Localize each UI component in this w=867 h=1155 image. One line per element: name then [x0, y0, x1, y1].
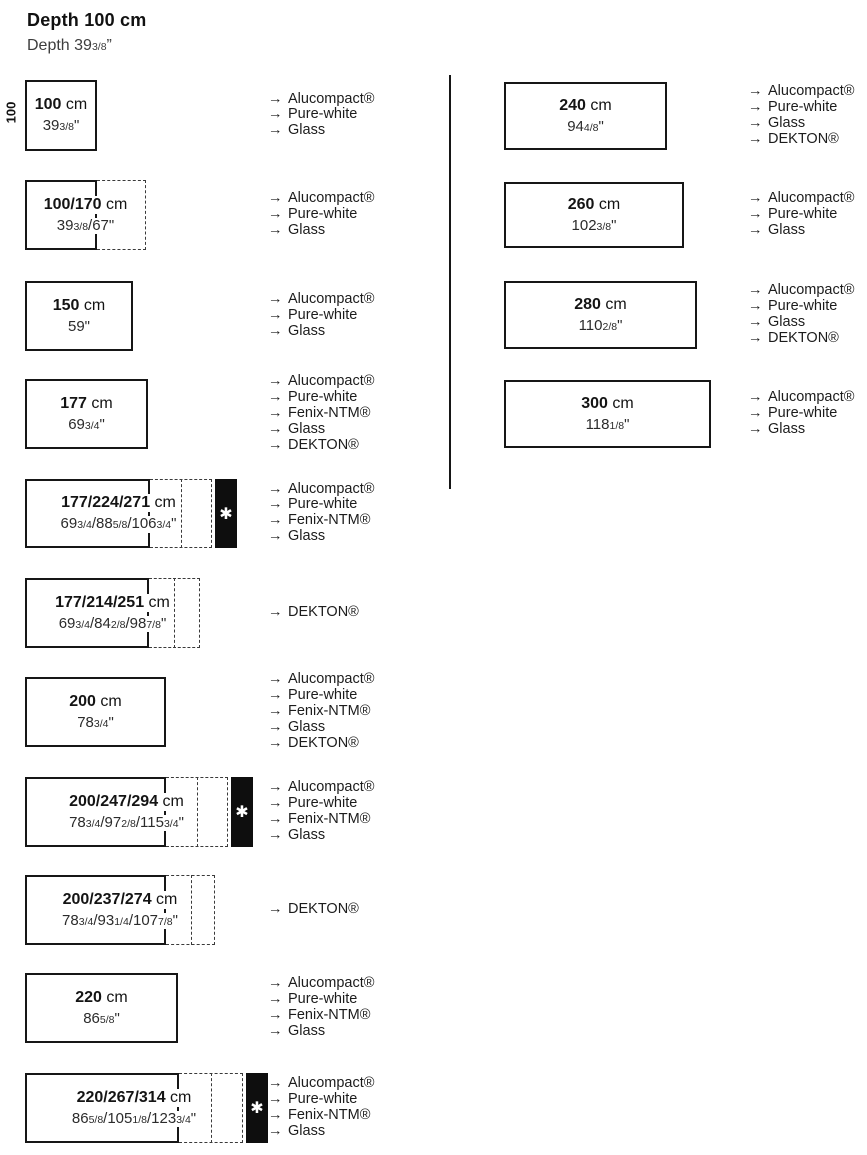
- arrow-icon: →: [268, 1107, 283, 1123]
- size-box-100: [25, 80, 97, 151]
- arrow-icon: →: [748, 329, 763, 346]
- material-item: [268, 207, 374, 223]
- material-label: Fenix-NTM®: [288, 1107, 371, 1123]
- size-cm-label: 100/170 cm: [41, 196, 131, 214]
- materials-list: [748, 84, 854, 148]
- arrow-icon: →: [268, 811, 283, 827]
- materials-list: [268, 191, 374, 239]
- material-item: [748, 100, 854, 116]
- arrow-icon: →: [268, 190, 283, 207]
- material-label: Pure-white: [768, 99, 838, 116]
- arrow-icon: →: [748, 221, 763, 238]
- arrow-icon: →: [268, 221, 283, 238]
- material-item: [748, 299, 854, 315]
- material-item: [268, 191, 374, 207]
- arrow-icon: →: [748, 190, 763, 207]
- material-label: Alucompact®: [768, 190, 855, 207]
- arrow-icon: →: [268, 106, 283, 123]
- material-item: [268, 324, 374, 340]
- material-label: Glass: [768, 314, 806, 330]
- material-label: Pure-white: [288, 307, 358, 324]
- material-item: [268, 688, 374, 704]
- size-label: [25, 875, 215, 945]
- materials-list: [268, 1076, 374, 1140]
- size-cm-label: 200 cm: [66, 693, 124, 711]
- size-label: [25, 578, 200, 648]
- arrow-icon: →: [268, 1007, 283, 1023]
- depth-side-label: 100: [3, 101, 19, 124]
- materials-list: [748, 283, 854, 347]
- materials-list: [748, 390, 854, 438]
- size-box-177: [25, 379, 148, 449]
- arrow-icon: →: [268, 779, 283, 796]
- size-inch-label: 693/4/842/8/987/8": [56, 616, 170, 633]
- material-label: DEKTON®: [288, 734, 359, 751]
- size-inch-label: 783/4/931/4/1077/8": [59, 913, 181, 930]
- material-item: [268, 123, 374, 139]
- arrow-icon: →: [268, 496, 283, 513]
- arrow-icon: →: [268, 734, 283, 751]
- size-label: [25, 281, 133, 351]
- material-item: [268, 482, 374, 498]
- material-label: Alucompact®: [288, 480, 375, 497]
- size-label: [25, 973, 178, 1043]
- materials-list: [268, 780, 374, 844]
- size-inch-label: 783/4": [74, 715, 117, 732]
- material-label: Alucompact®: [288, 190, 375, 207]
- material-item: [748, 84, 854, 100]
- material-label: Fenix-NTM®: [288, 811, 371, 827]
- material-label: Pure-white: [288, 206, 358, 223]
- arrow-icon: →: [268, 1022, 283, 1039]
- size-box-260: [504, 182, 684, 248]
- page-subtitle-inches: Depth 393/8”: [27, 37, 112, 54]
- material-item: [268, 1008, 374, 1024]
- size-label: [25, 1073, 243, 1143]
- arrow-icon: →: [268, 389, 283, 406]
- size-cm-label: 100 cm: [32, 96, 90, 114]
- arrow-icon: →: [268, 1075, 283, 1092]
- material-label: Pure-white: [768, 206, 838, 223]
- size-cm-label: 177 cm: [57, 395, 115, 413]
- arrow-icon: →: [268, 975, 283, 992]
- arrow-icon: →: [268, 373, 283, 390]
- page-title: Depth 100 cm: [27, 10, 147, 30]
- material-item: [268, 498, 374, 514]
- material-item: [268, 92, 374, 108]
- material-item: [268, 976, 374, 992]
- arrow-icon: →: [748, 130, 763, 147]
- size-cm-label: 150 cm: [50, 297, 108, 315]
- material-label: Glass: [288, 826, 326, 843]
- material-item: [748, 132, 854, 148]
- size-box-220: [25, 973, 178, 1043]
- size-inch-label: 865/8/1051/8/1233/4": [69, 1111, 199, 1128]
- size-box-300: [504, 380, 711, 448]
- size-cm-label: 300 cm: [578, 395, 636, 413]
- size-label: [25, 677, 166, 747]
- star-marker: [231, 777, 253, 847]
- size-cm-label: 220/267/314 cm: [74, 1089, 195, 1107]
- material-label: Glass: [288, 1022, 326, 1039]
- material-label: Glass: [768, 115, 806, 131]
- material-item: [268, 1108, 374, 1124]
- material-item: [748, 207, 854, 223]
- materials-list: [268, 482, 374, 546]
- material-label: Glass: [288, 718, 326, 735]
- arrow-icon: →: [268, 90, 283, 107]
- material-label: DEKTON®: [768, 130, 839, 147]
- arrow-icon: →: [748, 314, 763, 330]
- arrow-icon: →: [268, 604, 283, 621]
- material-item: [268, 992, 374, 1008]
- material-item: [748, 116, 854, 132]
- material-label: Alucompact®: [768, 83, 855, 100]
- material-label: Pure-white: [288, 795, 358, 812]
- material-item: [748, 315, 854, 331]
- material-label: Pure-white: [288, 991, 358, 1008]
- arrow-icon: →: [748, 115, 763, 131]
- arrow-icon: →: [268, 703, 283, 720]
- size-box-177-214-251: [25, 578, 200, 648]
- arrow-icon: →: [268, 322, 283, 339]
- size-cm-label: 177/214/251 cm: [52, 594, 173, 612]
- size-box-100-170: [25, 180, 146, 250]
- arrow-icon: →: [268, 826, 283, 843]
- size-inch-label: 1023/8": [569, 218, 620, 235]
- material-label: Alucompact®: [288, 90, 375, 107]
- star-icon: ✱: [235, 804, 249, 821]
- size-inch-label: 693/4/885/8/1063/4": [58, 516, 180, 533]
- size-inch-label: 393/8/67": [54, 218, 117, 235]
- size-cm-label: 280 cm: [571, 296, 629, 314]
- materials-list: [268, 292, 374, 340]
- material-label: DEKTON®: [288, 436, 359, 453]
- material-item: [268, 1092, 374, 1108]
- material-item: [268, 605, 359, 621]
- material-label: Glass: [288, 528, 326, 545]
- materials-list: [268, 605, 359, 621]
- material-label: Glass: [768, 221, 806, 238]
- size-inch-label: 944/8": [564, 119, 607, 136]
- material-item: [748, 422, 854, 438]
- size-box-240: [504, 82, 667, 150]
- arrow-icon: →: [748, 420, 763, 437]
- material-item: [268, 374, 374, 390]
- material-item: [268, 406, 374, 422]
- material-item: [748, 390, 854, 406]
- arrow-icon: →: [268, 405, 283, 422]
- arrow-icon: →: [268, 206, 283, 223]
- material-label: Glass: [288, 322, 326, 339]
- size-inch-label: 59": [65, 319, 93, 336]
- material-item: [268, 736, 374, 752]
- material-label: Pure-white: [288, 106, 358, 123]
- star-icon: ✱: [219, 505, 233, 523]
- material-item: [268, 812, 374, 828]
- material-item: [268, 902, 359, 918]
- material-label: Alucompact®: [768, 389, 855, 406]
- material-item: [268, 514, 374, 530]
- size-inch-label: 393/8": [40, 118, 83, 135]
- arrow-icon: →: [748, 282, 763, 299]
- material-label: DEKTON®: [288, 901, 359, 918]
- size-label: [504, 82, 667, 150]
- size-cm-label: 200/247/294 cm: [66, 793, 187, 811]
- star-icon: ✱: [250, 1100, 264, 1117]
- material-item: [268, 828, 374, 844]
- column-divider: [449, 75, 451, 489]
- material-item: [748, 283, 854, 299]
- material-label: Pure-white: [288, 687, 358, 704]
- material-label: Pure-white: [768, 298, 838, 315]
- arrow-icon: →: [268, 795, 283, 812]
- size-cm-label: 260 cm: [565, 196, 623, 214]
- material-item: [268, 704, 374, 720]
- size-label: [504, 182, 684, 248]
- material-item: [268, 422, 374, 438]
- material-label: Alucompact®: [288, 779, 375, 796]
- size-label: [25, 180, 146, 250]
- material-item: [268, 529, 374, 545]
- size-box-220-267-314: [25, 1073, 268, 1143]
- star-marker: [215, 479, 237, 548]
- material-label: DEKTON®: [288, 604, 359, 621]
- size-label: [25, 777, 228, 847]
- size-box-177-224-271: [25, 479, 237, 548]
- material-item: [268, 1024, 374, 1040]
- size-box-200-237-274: [25, 875, 215, 945]
- arrow-icon: →: [748, 298, 763, 315]
- material-label: Alucompact®: [768, 282, 855, 299]
- size-box-280: [504, 281, 697, 349]
- material-label: Fenix-NTM®: [288, 1007, 371, 1023]
- material-label: Fenix-NTM®: [288, 512, 371, 529]
- materials-list: [748, 191, 854, 239]
- material-item: [268, 108, 374, 124]
- size-cm-label: 240 cm: [556, 97, 614, 115]
- material-label: DEKTON®: [768, 329, 839, 346]
- material-item: [268, 438, 374, 454]
- material-label: Fenix-NTM®: [288, 703, 371, 720]
- material-item: [268, 223, 374, 239]
- material-item: [268, 672, 374, 688]
- material-label: Glass: [288, 221, 326, 238]
- material-label: Pure-white: [288, 496, 358, 513]
- materials-list: [268, 92, 374, 140]
- size-label: [25, 80, 97, 151]
- arrow-icon: →: [748, 389, 763, 406]
- arrow-icon: →: [748, 99, 763, 116]
- size-label: [504, 380, 711, 448]
- size-box-200: [25, 677, 166, 747]
- size-inch-label: 693/4": [65, 417, 108, 434]
- material-label: Alucompact®: [288, 373, 375, 390]
- arrow-icon: →: [748, 83, 763, 100]
- arrow-icon: →: [268, 901, 283, 918]
- size-inch-label: 783/4/972/8/1153/4": [66, 815, 187, 832]
- size-cm-label: 220 cm: [72, 989, 130, 1007]
- arrow-icon: →: [268, 528, 283, 545]
- materials-list: [268, 976, 374, 1040]
- size-label: [25, 479, 212, 548]
- material-label: Alucompact®: [288, 291, 375, 308]
- materials-list: [268, 374, 374, 454]
- material-item: [748, 223, 854, 239]
- material-item: [268, 292, 374, 308]
- arrow-icon: →: [268, 991, 283, 1008]
- arrow-icon: →: [268, 671, 283, 688]
- arrow-icon: →: [268, 480, 283, 497]
- material-item: [268, 780, 374, 796]
- size-box-200-247-294: [25, 777, 253, 847]
- arrow-icon: →: [268, 122, 283, 139]
- arrow-icon: →: [748, 206, 763, 223]
- material-label: Alucompact®: [288, 671, 375, 688]
- size-inch-label: 865/8": [80, 1011, 123, 1028]
- arrow-icon: →: [748, 405, 763, 422]
- material-label: Pure-white: [288, 1091, 358, 1108]
- size-label: [504, 281, 697, 349]
- material-item: [268, 308, 374, 324]
- material-label: Glass: [288, 420, 326, 437]
- arrow-icon: →: [268, 718, 283, 735]
- material-label: Alucompact®: [288, 1075, 375, 1092]
- material-item: [268, 390, 374, 406]
- material-label: Glass: [288, 1122, 326, 1139]
- material-label: Fenix-NTM®: [288, 405, 371, 422]
- material-item: [748, 191, 854, 207]
- material-item: [268, 720, 374, 736]
- size-cm-label: 177/224/271 cm: [58, 494, 179, 512]
- arrow-icon: →: [268, 687, 283, 704]
- size-inch-label: 1181/8": [583, 417, 633, 434]
- arrow-icon: →: [268, 436, 283, 453]
- arrow-icon: →: [268, 420, 283, 437]
- size-label: [25, 379, 148, 449]
- material-label: Pure-white: [768, 405, 838, 422]
- material-item: [268, 796, 374, 812]
- star-marker: [246, 1073, 268, 1143]
- material-item: [748, 331, 854, 347]
- materials-list: [268, 672, 374, 752]
- size-inch-label: 1102/8": [576, 318, 626, 335]
- arrow-icon: →: [268, 307, 283, 324]
- material-label: Pure-white: [288, 389, 358, 406]
- arrow-icon: →: [268, 1122, 283, 1139]
- arrow-icon: →: [268, 291, 283, 308]
- material-label: Glass: [288, 122, 326, 139]
- material-label: Alucompact®: [288, 975, 375, 992]
- size-cm-label: 200/237/274 cm: [60, 891, 181, 909]
- size-box-150: [25, 281, 133, 351]
- material-item: [748, 406, 854, 422]
- arrow-icon: →: [268, 512, 283, 529]
- material-item: [268, 1076, 374, 1092]
- material-label: Glass: [768, 420, 806, 437]
- materials-list: [268, 902, 359, 918]
- material-item: [268, 1124, 374, 1140]
- arrow-icon: →: [268, 1091, 283, 1108]
